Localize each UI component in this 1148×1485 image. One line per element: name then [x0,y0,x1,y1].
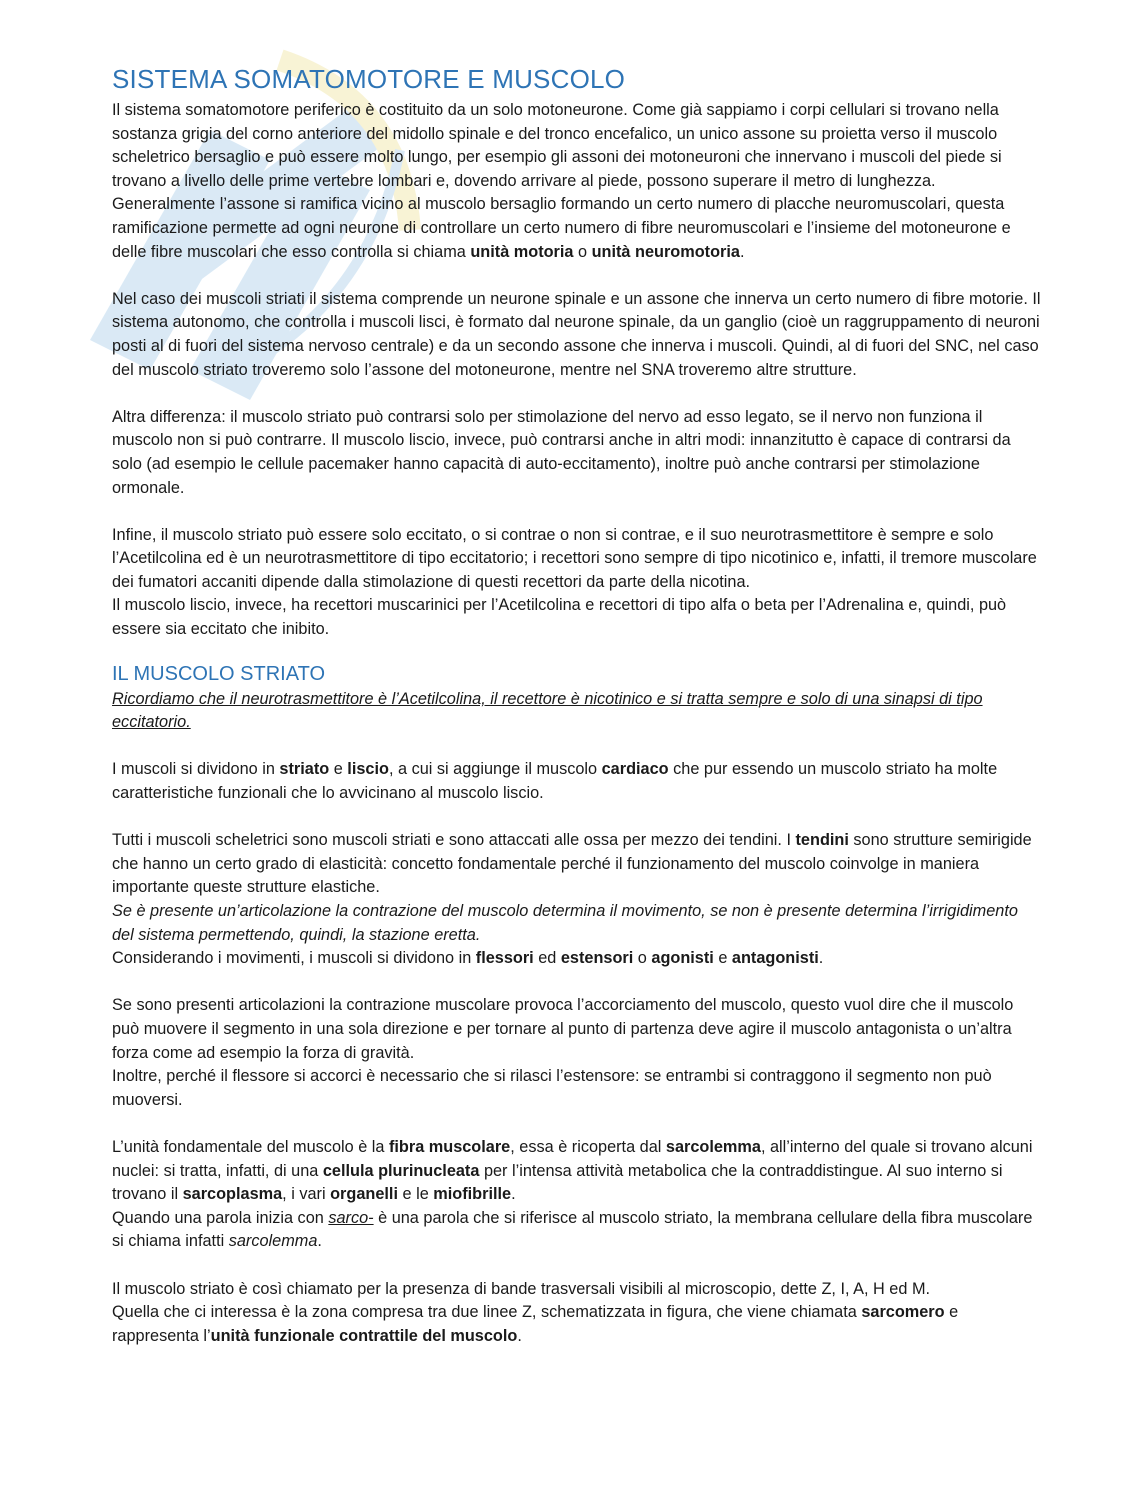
paragraph: Quella che ci interessa è la zona compresa tra due linee Z, schematizzata in figura, che viene chiamata sarcomero e rappresenta l’unità funzionale contrattile del muscolo. [112,1303,959,1345]
paragraph: Il sistema somatomotore periferico è costituito da un solo motoneurone. Come già sappiamo i corpi cellulari si trovano nella sostanza grigia del corno anteriore del midollo spinale e del tronco encefalico, un unico assone su proietta verso il muscolo scheletrico bersaglio e può essere molto lungo, per esempio gli assoni dei motoneuroni che innervano i muscoli del piede si trovano a livello delle prime vertebre lombari e, dovendo arrivare al piede, possono superare il metro di lunghezza. [112,101,1002,190]
page-title: SISTEMA SOMATOMOTORE E MUSCOLO [112,64,626,94]
paragraph: L’unità fondamentale del muscolo è la fibra muscolare, essa è ricoperta dal sarcolemma, all’interno del quale si trovano alcuni nuclei: si tratta, infatti, di una cellula plurinucleata per l’intensa attività metabolica che la contraddistingue. Al suo interno si trovano il sarcoplasma, i vari organelli e le miofibrille. [112,1137,1033,1204]
paragraph: Se sono presenti articolazioni la contrazione muscolare provoca l’accorciamento del muscolo, questo vuol dire che il muscolo può muovere il segmento in una sola direzione e per tornare al punto di partenza deve agire il muscolo antagonista o un’altra forza come ad esempio la forza di gravità. [112,996,1014,1062]
paragraph: I muscoli si dividono in striato e liscio, a cui si aggiunge il muscolo cardiaco che pur essendo un muscolo striato ha molte caratteristiche funzionali che lo avvicinano al muscolo liscio. [112,760,998,803]
paragraph: Se è presente un’articolazione la contrazione del muscolo determina il movimento, se non è presente determina l’irrigidimento del sistema permettendo, quindi, la stazione eretta. [112,902,1018,944]
document-page [112,62,1042,1348]
paragraph: Generalmente l’assone si ramifica vicino al muscolo bersaglio formando un certo numero di placche neuromuscolari, questa ramificazione permette ad ogni neurone di controllare un certo numero di fibre neuromuscolari e l’insieme del motoneurone e delle fibre muscolari che esso controlla si chiama unità motoria o unità neuromotoria. [112,195,1011,261]
section-heading: IL MUSCOLO STRIATO [112,662,325,685]
note-paragraph: Ricordiamo che il neurotrasmettitore è l’Acetilcolina, il recettore è nicotinico e si tratta sempre e solo di una sinapsi di tipo eccitatorio. [112,689,983,732]
paragraph: Infine, il muscolo striato può essere solo eccitato, o si contrae o non si contrae, e il suo neurotrasmettitore è sempre e solo l’Acetilcolina ed è un neurotrasmettitore di tipo eccitatorio; i recettori sono sempre di tipo nicotinico e, infatti, il tremore muscolare dei fumatori accaniti dipende dalla stimolazione di questi recettori da parte della nicotina. [112,525,1037,591]
paragraph: Il muscolo striato è così chiamato per la presenza di bande trasversali visibili al microscopio, dette Z, I, A, H ed M. [112,1279,931,1298]
paragraph: Considerando i movimenti, i muscoli si dividono in flessori ed estensori o agonisti e antagonisti. [112,949,824,968]
paragraph: Inoltre, perché il flessore si accorci è necessario che si rilasci l’estensore: se entrambi si contraggono il segmento non può muoversi. [112,1067,992,1109]
paragraph: Tutti i muscoli scheletrici sono muscoli striati e sono attaccati alle ossa per mezzo dei tendini. I tendini sono strutture semirigide che hanno un certo grado di elasticità: concetto fondamentale perché il funzionamento del muscolo coinvolge in maniera importante queste strutture elastiche. [112,831,1032,897]
paragraph: Il muscolo liscio, invece, ha recettori muscarinici per l’Acetilcolina e recettori di tipo alfa o beta per l’Adrenalina e, quindi, può essere sia eccitato che inibito. [112,596,1007,639]
paragraph: Nel caso dei muscoli striati il sistema comprende un neurone spinale e un assone che innerva un certo numero di fibre motorie. Il sistema autonomo, che controlla i muscoli lisci, è formato dal neurone spinale, da un ganglio (cioè un raggruppamento di neuroni posti al di fuori del sistema nervoso centrale) e da un secondo assone che innerva i muscoli. Quindi, al di fuori del SNC, nel caso del muscolo striato troveremo solo l’assone del motoneurone, mentre nel SNA troveremo altre strutture. [112,289,1041,379]
paragraph: Quando una parola inizia con sarco- è una parola che si riferisce al muscolo striato, la membrana cellulare della fibra muscolare si chiama infatti sarcolemma. [112,1208,1033,1251]
paragraph: Altra differenza: il muscolo striato può contrarsi solo per stimolazione del nervo ad esso legato, se il nervo non funziona il muscolo non si può contrarre. Il muscolo liscio, invece, può contrarsi anche in altri modi: innanzitutto è capace di contrarsi da solo (ad esempio le cellule pacemaker hanno capacità di auto-eccitamento), inoltre può anche contrarsi per stimolazione ormonale. [112,407,1011,497]
